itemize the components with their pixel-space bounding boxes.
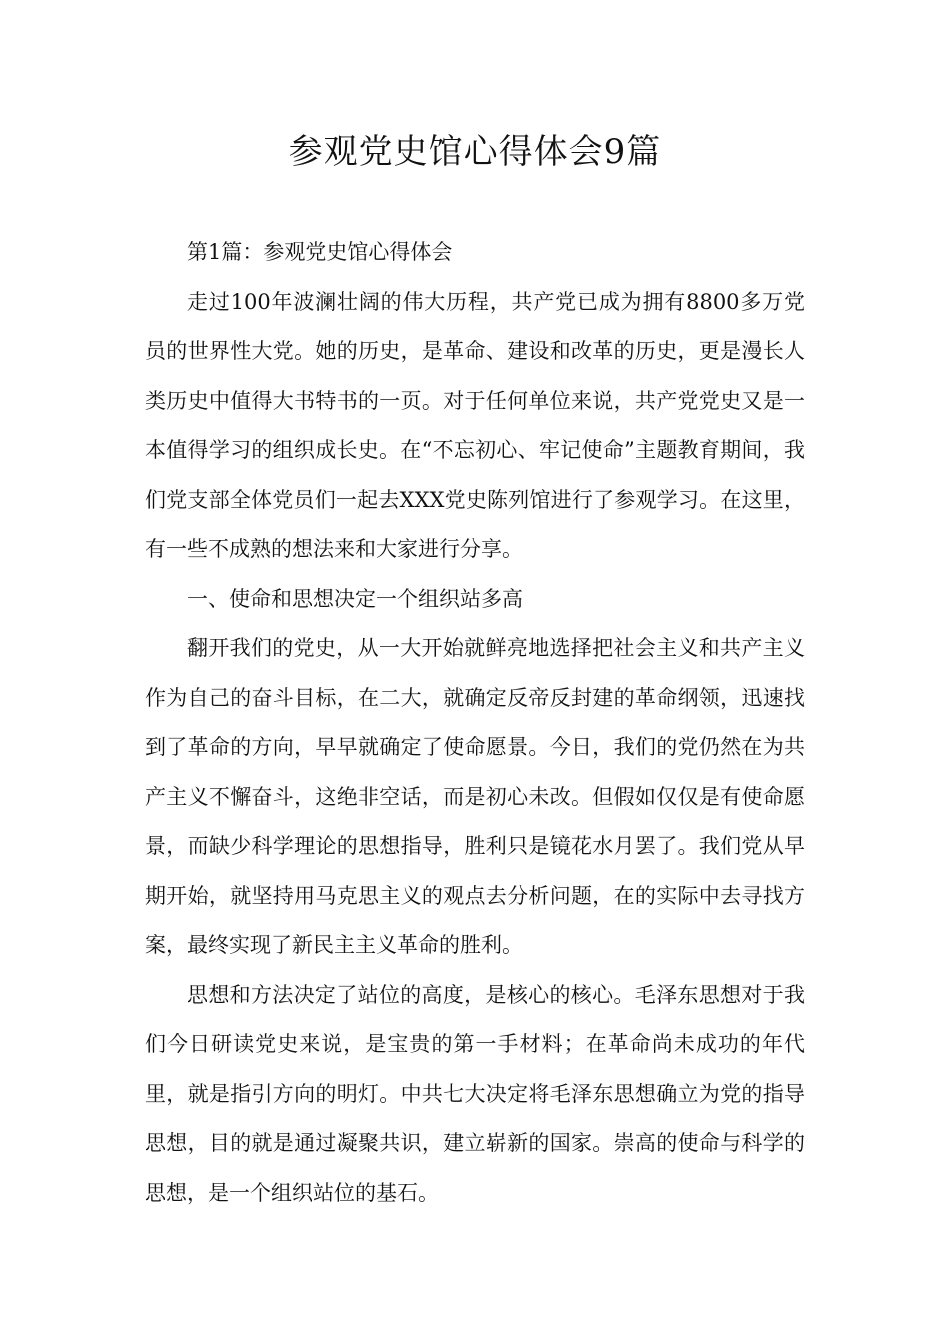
section-heading-1: 一、使命和思想决定一个组织站多高: [187, 586, 523, 611]
paragraph-history: 翻开我们的党史，从一大开始就鲜亮地选择把社会主义和共产主义作为自己的奋斗目标，在二大，就确定反帝反封建的革命纲领，迅速找到了革命的方向，早早就确定了使命愿景。今日，我们的党仍然在为共产主义不懈奋斗，这绝非空话，而是初心未改。但假如仅仅是有使命愿景，而缺少科学理论的思想指导，胜利只是镜花水月罢了。我们党从早期开始，就坚持用马克思主义的观点去分析问题，在的实际中去寻找方案，最终实现了新民主主义革命的胜利。: [145, 636, 805, 957]
paragraph-thought: 思想和方法决定了站位的高度，是核心的核心。毛泽东思想对于我们今日研读党史来说，是宝贵的第一手材料；在革命尚未成功的年代里，就是指引方向的明灯。中共七大决定将毛泽东思想确立为党的指导思想，目的就是通过凝聚共识，建立崭新的国家。崇高的使命与科学的思想，是一个组织站位的基石。: [145, 982, 805, 1205]
document-title: 参观党史馆心得体会9篇: [288, 132, 662, 172]
article-heading: 第1篇：参观党史馆心得体会: [187, 240, 453, 264]
paragraph-intro: 走过100年波澜壮阔的伟大历程，共产党已成为拥有8800多万党员的世界性大党。她的历史，是革命、建设和改革的历史，更是漫长人类历史中值得大书特书的一页。对于任何单位来说，共产党党史又是一本值得学习的组织成长史。在“不忘初心、牢记使命”主题教育期间，我们党支部全体党员们一起去XXX党史陈列馆进行了参观学习。在这里，有一些不成熟的想法来和大家进行分享。: [145, 289, 805, 561]
document-body: [145, 228, 805, 1218]
